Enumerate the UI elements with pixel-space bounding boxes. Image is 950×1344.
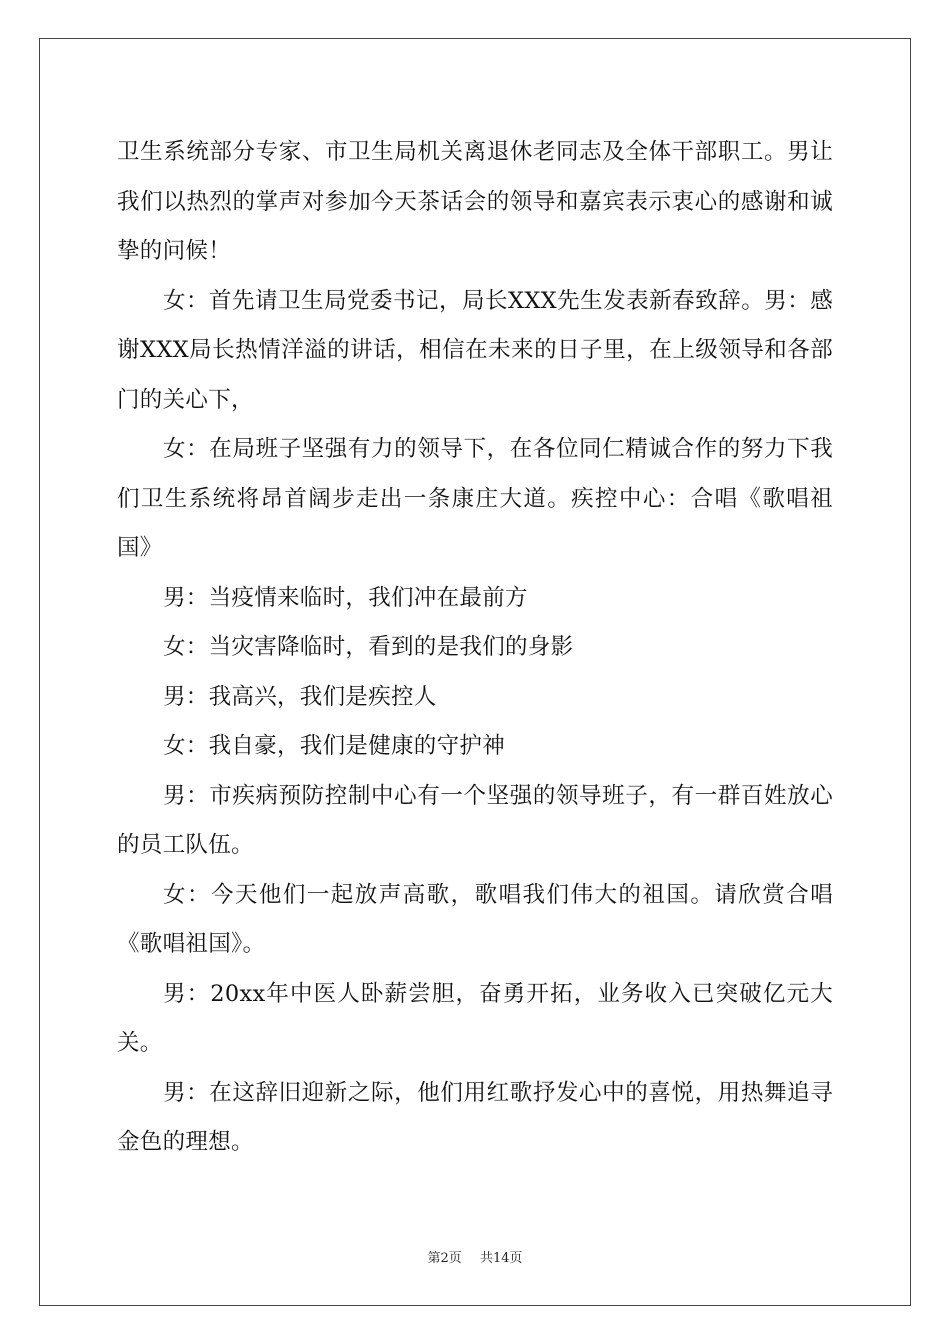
paragraph: 女：在局班子坚强有力的领导下，在各位同仁精诚合作的努力下我们卫生系统将昂首阔步走出一条康庄大道。疾控中心：合唱《歌唱祖国》	[117, 436, 833, 561]
paragraph: 男：市疾病预防控制中心有一个坚强的领导班子，有一群百姓放心的员工队伍。	[117, 782, 833, 858]
paragraph: 女：今天他们一起放声高歌，歌唱我们伟大的祖国。请欣赏合唱《歌唱祖国》。	[117, 881, 833, 957]
paragraph: 男：当疫情来临时，我们冲在最前方	[163, 584, 528, 611]
paragraph: 卫生系统部分专家、市卫生局机关离退休老同志及全体干部职工。男让我们以热烈的掌声对参加今天茶话会的领导和嘉宾表示衷心的感谢和诚挚的问候！	[117, 139, 833, 264]
paragraph: 女：首先请卫生局党委书记，局长XXX先生发表新春致辞。男：感谢XXX局长热情洋溢的讲话，相信在未来的日子里，在上级领导和各部门的关心下，	[117, 287, 833, 413]
paragraph: 男：我高兴，我们是疾控人	[163, 683, 437, 710]
document-body	[117, 128, 833, 1168]
paragraph: 男：20xx年中医人卧薪尝胆，奋勇开拓，业务收入已突破亿元大关。	[117, 980, 833, 1056]
page-total: 共14页	[479, 1251, 523, 1266]
paragraph: 女：我自豪，我们是健康的守护神	[163, 733, 506, 759]
page-footer	[0, 1247, 950, 1266]
paragraph: 男：在这辞旧迎新之际，他们用红歌抒发心中的喜悦，用热舞追寻金色的理想。	[117, 1079, 833, 1155]
page-number: 第2页	[427, 1251, 462, 1266]
paragraph: 女：当灾害降临时，看到的是我们的身影	[163, 634, 574, 660]
